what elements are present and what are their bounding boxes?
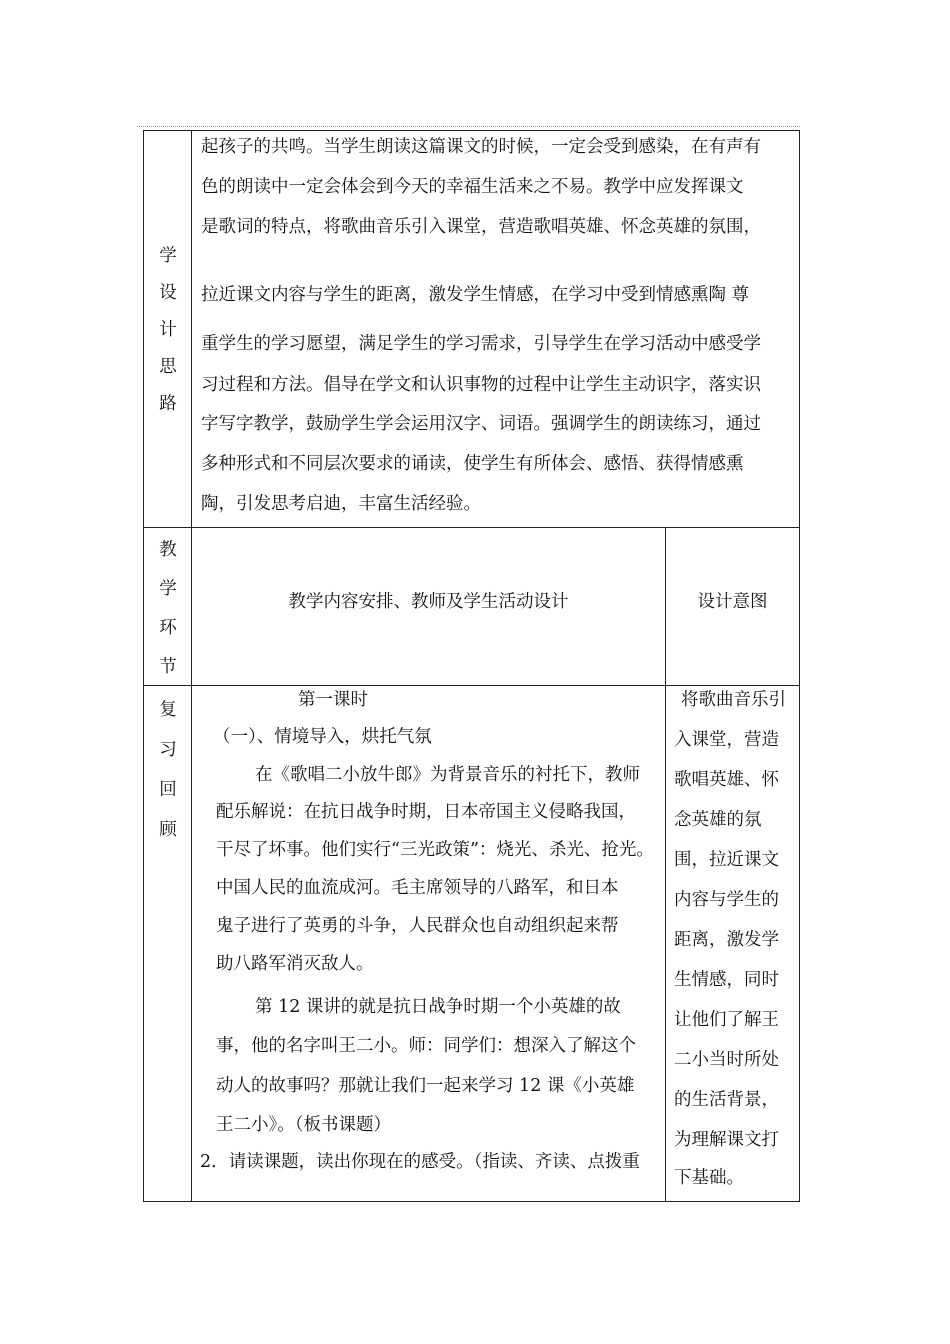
paragraph-line: 重学生的学习愿望，满足学生的学习需求，引导学生在学习活动中感受学 [201, 334, 761, 354]
label-char: 思 [159, 357, 177, 377]
intent-line: 二小当时所处 [674, 1050, 779, 1070]
intent-line: 为理解课文打 [674, 1130, 779, 1150]
intent-line: 下基础。 [674, 1168, 744, 1188]
paragraph-line: 事，他的名字叫王二小。师：同学们：想深入了解这个 [216, 1036, 636, 1056]
table-bottom-border [143, 1201, 800, 1202]
design-idea-label [143, 238, 193, 423]
paragraph-line: 鬼子进行了英勇的斗争，人民群众也自动组织起来帮 [216, 916, 619, 936]
intent-line: 内容与学生的 [674, 890, 779, 910]
intent-line: 让他们了解王 [674, 1010, 779, 1030]
lesson-title: 第一课时 [298, 690, 368, 710]
intent-line: 生情感，同时 [674, 970, 779, 990]
label-char: 复 [159, 700, 177, 720]
paragraph-line: 陶，引发思考启迪，丰富生活经验。 [201, 494, 481, 514]
paragraph-line: 多种形式和不同层次要求的诵读，使学生有所体会、感悟、获得情感熏 [201, 454, 744, 474]
table-top-border [143, 130, 800, 131]
paragraph-line: 在《歌唱二小放牛郎》为背景音乐的衬托下，教师 [255, 765, 640, 785]
teaching-stage-label [143, 531, 193, 687]
paragraph-line: 2．请读课题，读出你现在的感受。（指读、齐读、点拨重 [200, 1152, 640, 1172]
top-dotted-rule [137, 126, 800, 127]
paragraph-line: 第 12 课讲的就是抗日战争时期一个小英雄的故 [255, 997, 621, 1017]
label-char: 路 [159, 394, 177, 414]
paragraph-line: 王二小》。（板书课题） [216, 1115, 391, 1135]
intent-line: 念英雄的氛 [674, 810, 762, 830]
paragraph-line: 色的朗读中一定会体会到今天的幸福生活来之不易。教学中应发挥课文 [201, 177, 744, 197]
intent-column-divider [665, 527, 666, 1202]
paragraph-line: 中国人民的血流成河。毛主席领导的八路军，和日本 [216, 878, 619, 898]
review-label [143, 690, 193, 850]
content-column-header: 教学内容安排、教师及学生活动设计 [288, 592, 569, 612]
label-char: 环 [159, 618, 177, 638]
paragraph-line: 字写字教学，鼓励学生学会运用汉字、词语。强调学生的朗读练习，通过 [201, 414, 761, 434]
intent-line: 的生活背景， [674, 1090, 779, 1110]
label-char: 计 [159, 320, 177, 340]
paragraph-line: 是歌词的特点，将歌曲音乐引入课堂，营造歌唱英雄、怀念英雄的氛围， [201, 217, 761, 237]
intent-line: 入课堂，营造 [674, 730, 779, 750]
row-divider-2 [143, 685, 800, 686]
intent-line: 将歌曲音乐引 [681, 690, 786, 710]
intent-line: 距离，激发学 [674, 930, 779, 950]
paragraph-line: 干尽了坏事。他们实行“三光政策”：烧光、杀光、抢光。 [216, 840, 654, 860]
row-divider-1 [143, 527, 800, 528]
label-char: 节 [159, 657, 177, 677]
label-char: 学 [159, 579, 177, 599]
lesson-heading: （一）、情境导入，烘托气氛 [213, 727, 432, 747]
paragraph-line: 配乐解说：在抗日战争时期，日本帝国主义侵略我国， [216, 802, 636, 822]
paragraph-line: 动人的故事吗？那就让我们一起来学习 12 课《小英雄 [216, 1076, 635, 1096]
paragraph-line: 起孩子的共鸣。当学生朗读这篇课文的时候，一定会受到感染，在有声有 [201, 137, 761, 157]
paragraph-line: 拉近课文内容与学生的距离，激发学生情感，在学习中受到情感熏陶 尊 [201, 285, 750, 305]
label-char: 顾 [159, 820, 177, 840]
label-char: 习 [159, 740, 177, 760]
paragraph-line: 助八路军消灭敌人。 [216, 954, 374, 974]
paragraph-line: 习过程和方法。倡导在学文和认识事物的过程中让学生主动识字，落实识 [201, 375, 761, 395]
intent-column-header: 设计意图 [697, 592, 768, 612]
label-char: 设 [159, 283, 177, 303]
label-char: 回 [159, 780, 177, 800]
table-right-border [799, 130, 800, 1202]
intent-line: 歌唱英雄、怀 [674, 770, 779, 790]
label-char: 学 [159, 246, 177, 266]
label-char: 教 [159, 540, 177, 560]
intent-line: 围，拉近课文 [674, 850, 779, 870]
